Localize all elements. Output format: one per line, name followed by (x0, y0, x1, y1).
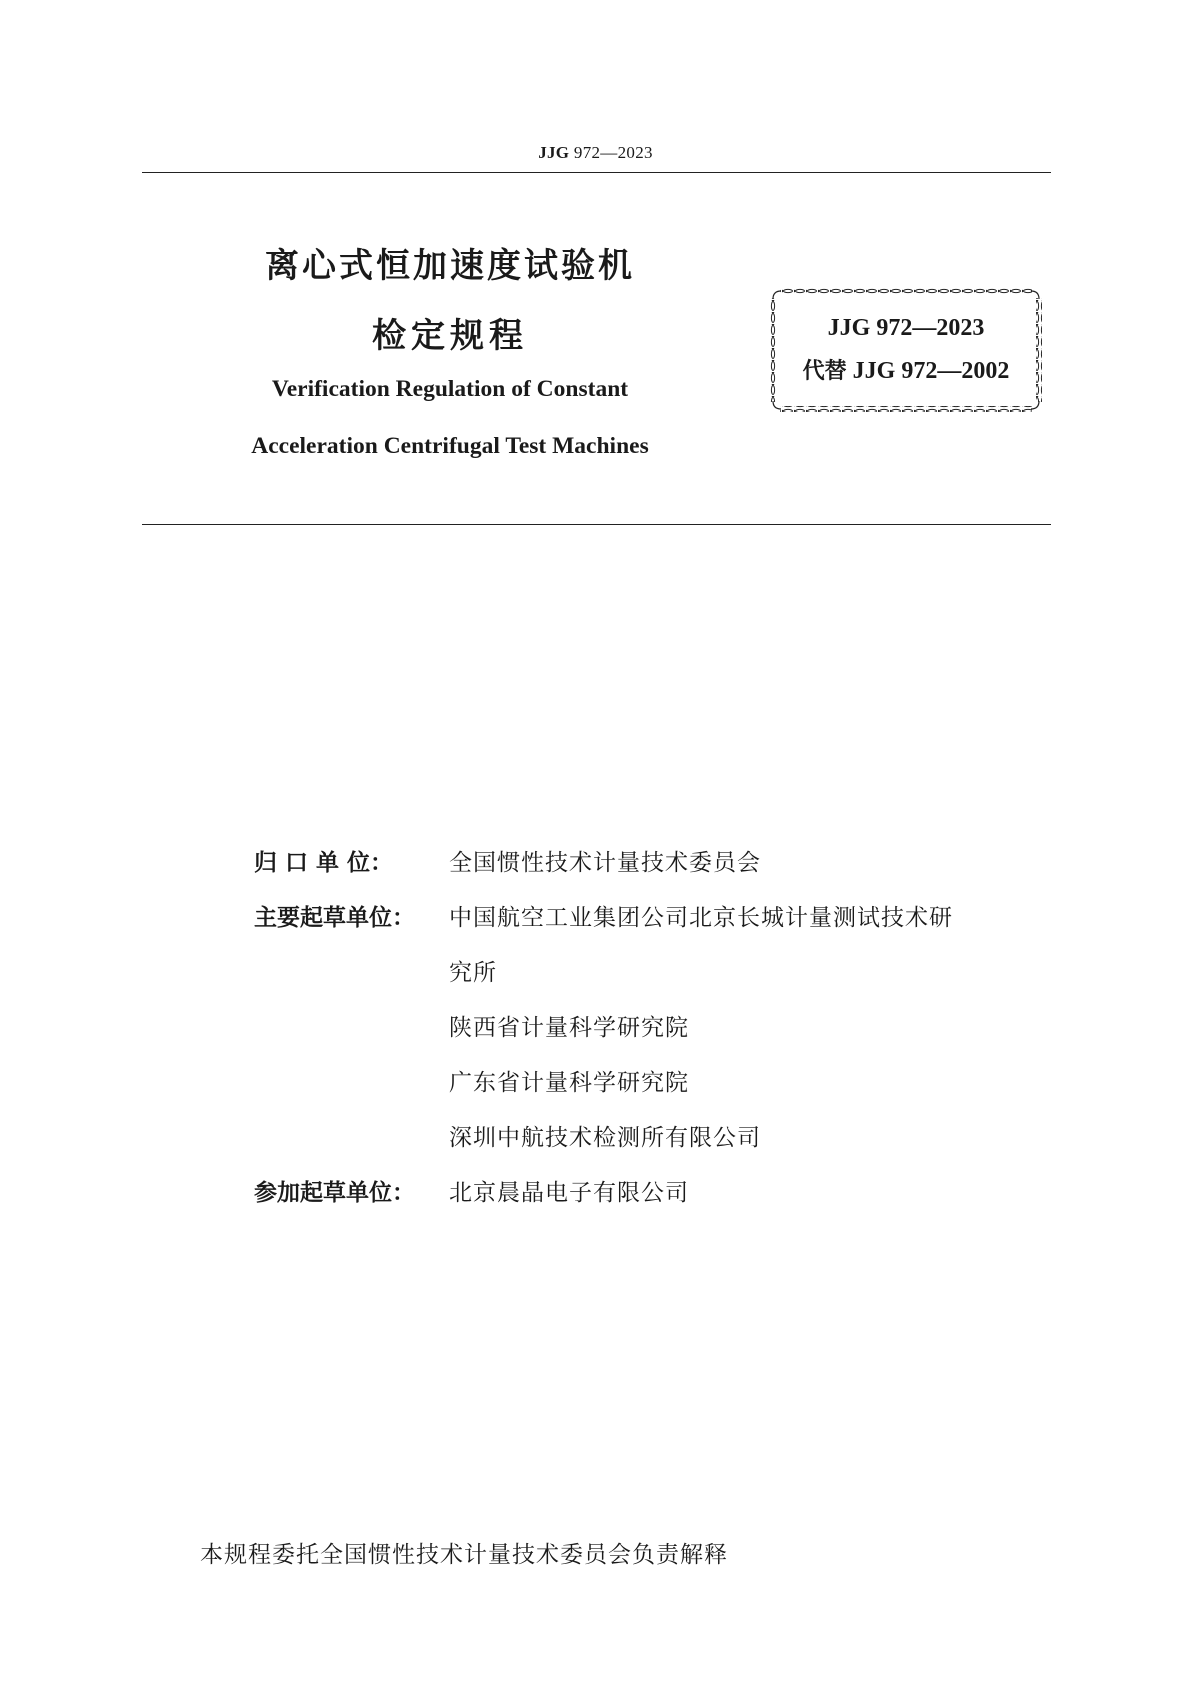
org-participating-label: 参加起草单位： (254, 1180, 415, 1206)
org-main-drafting-value-1: 中国航空工业集团公司北京长城计量测试技术研 (449, 905, 953, 931)
org-main-drafting-value-2: 究所 (449, 960, 497, 986)
org-participating-row (254, 1178, 689, 1208)
title-en-line1: Verification Regulation of Constant (271, 376, 629, 402)
bottom-divider (142, 524, 1051, 525)
org-main-drafting-value-5: 深圳中航技术检测所有限公司 (449, 1125, 761, 1151)
org-main-drafting-label: 主要起草单位： (254, 905, 415, 931)
org-main-drafting-value-4: 广东省计量科学研究院 (449, 1070, 689, 1096)
org-main-drafting-row (254, 903, 953, 933)
top-divider (142, 172, 1051, 173)
org-responsible-label: 归 口 单 位： (254, 850, 394, 876)
interpretation-note: 本规程委托全国惯性技术计量技术委员会负责解释 (200, 1542, 728, 1568)
running-header (0, 143, 1191, 163)
header-code-number: 972—2023 (573, 143, 653, 162)
header-code-prefix: JJG (538, 143, 570, 162)
org-responsible-value: 全国惯性技术计量技术委员会 (449, 850, 761, 876)
org-responsible-row (254, 848, 761, 878)
regulation-code-box (770, 288, 1042, 412)
title-en-line2: Acceleration Centrifugal Test Machines (251, 433, 649, 459)
replaces-code: JJG 972—2002 (852, 358, 1010, 384)
title-cn-line1: 离心式恒加速度试验机 (265, 246, 635, 286)
replaces-code-line (770, 354, 1042, 385)
replaces-prefix: 代替 (802, 359, 847, 384)
title-cn-line2: 检定规程 (372, 316, 528, 356)
org-participating-value: 北京晨晶电子有限公司 (449, 1180, 689, 1206)
org-main-drafting-value-3: 陕西省计量科学研究院 (449, 1015, 689, 1041)
current-code: JJG 972—2023 (827, 315, 985, 341)
decorative-border (770, 288, 1042, 412)
